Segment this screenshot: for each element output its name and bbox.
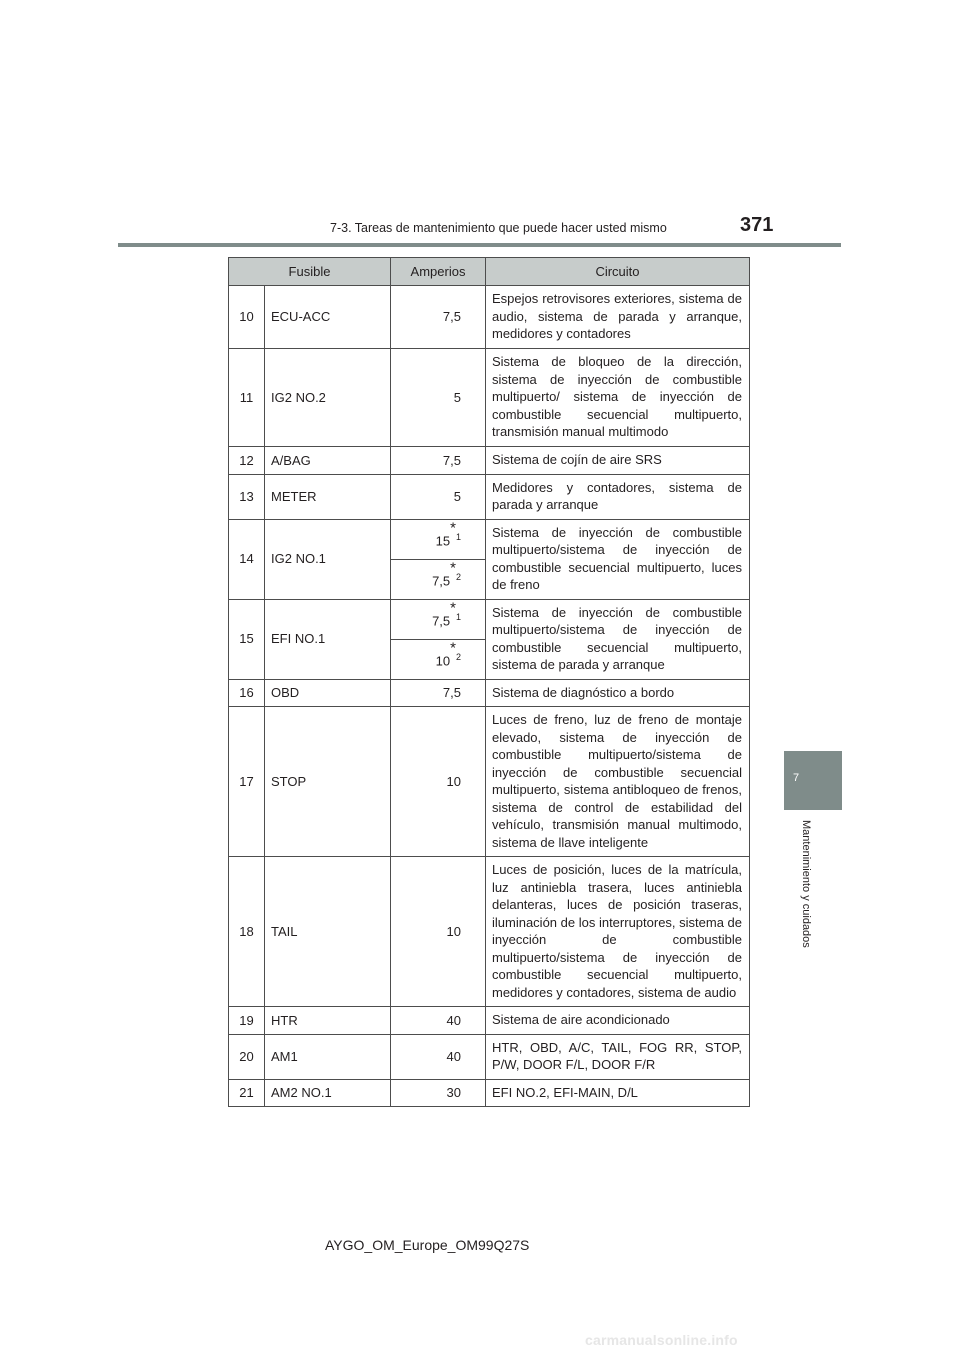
- fuse-circuit: Sistema de inyección de combustible multipuerto/sistema de inyección de combustible secuencial multipuerto, sistema de parada y arranque: [486, 599, 750, 679]
- fuse-number: 10: [229, 286, 265, 349]
- chapter-number: 7: [793, 772, 800, 784]
- fuse-amps: [391, 599, 486, 639]
- fuse-name: METER: [265, 474, 391, 519]
- fuse-name: STOP: [265, 707, 391, 857]
- table-row: [229, 1007, 750, 1035]
- table-row: [229, 857, 750, 1007]
- footnote-mark: *2: [450, 559, 461, 582]
- column-header-amps: Amperios: [391, 258, 486, 286]
- fuse-circuit: EFI NO.2, EFI-MAIN, D/L: [486, 1079, 750, 1107]
- table-row: [229, 349, 750, 447]
- footnote-number: 1: [455, 611, 461, 622]
- watermark: carmanualsonline.info: [585, 1332, 738, 1348]
- fuse-amps: 40: [391, 1034, 486, 1079]
- footnote-number: 2: [455, 571, 461, 582]
- fuse-amps-alt: [391, 639, 486, 679]
- fuse-number: 19: [229, 1007, 265, 1035]
- fuse-name: IG2 NO.2: [265, 349, 391, 447]
- fuse-amps-alt: [391, 559, 486, 599]
- fuse-number: 18: [229, 857, 265, 1007]
- table-row: [229, 679, 750, 707]
- fuse-number: 11: [229, 349, 265, 447]
- table-row: [229, 519, 750, 559]
- section-title: 7-3. Tareas de mantenimiento que puede hacer usted mismo: [330, 221, 667, 235]
- fuse-number: 21: [229, 1079, 265, 1107]
- fuse-circuit: Luces de posición, luces de la matrícula, luz antiniebla trasera, luces antiniebla delanteras, luces de posición traseras, iluminación de los interruptores, sistema de inyección de combustible multipuerto/sistema de inyección de combustible secuencial multipuerto, medidores y contadores, sistema de audio: [486, 857, 750, 1007]
- chapter-title: Mantenimiento y cuidados: [800, 820, 812, 948]
- fuse-amps: 40: [391, 1007, 486, 1035]
- amps-value: 7,5: [432, 612, 451, 628]
- fuse-name: IG2 NO.1: [265, 519, 391, 599]
- fuse-circuit: Sistema de bloqueo de la dirección, sistema de inyección de combustible multipuerto/ sistema de inyección de combustible secuencial multipuerto, transmisión manual multimodo: [486, 349, 750, 447]
- header-divider: [118, 243, 841, 247]
- fuse-amps: 10: [391, 707, 486, 857]
- fuse-table: [228, 257, 750, 1107]
- fuse-circuit: Espejos retrovisores exteriores, sistema de audio, sistema de parada y arranque, medidores y contadores: [486, 286, 750, 349]
- amps-value: 10: [435, 652, 451, 668]
- table-row: [229, 474, 750, 519]
- fuse-amps: 7,5: [391, 286, 486, 349]
- fuse-amps: 10: [391, 857, 486, 1007]
- fuse-name: EFI NO.1: [265, 599, 391, 679]
- amps-value: 15: [435, 532, 451, 548]
- footnote-mark: *1: [450, 599, 461, 622]
- document-code: AYGO_OM_Europe_OM99Q27S: [325, 1237, 530, 1253]
- fuse-name: OBD: [265, 679, 391, 707]
- fuse-circuit: Sistema de cojín de aire SRS: [486, 447, 750, 475]
- footnote-mark: *2: [450, 639, 461, 662]
- fuse-name: TAIL: [265, 857, 391, 1007]
- fuse-circuit: Medidores y contadores, sistema de parada y arranque: [486, 474, 750, 519]
- fuse-number: 15: [229, 599, 265, 679]
- table-row: [229, 1079, 750, 1107]
- fuse-circuit: Sistema de inyección de combustible multipuerto/sistema de inyección de combustible secuencial multipuerto, luces de freno: [486, 519, 750, 599]
- fuse-amps: 5: [391, 474, 486, 519]
- fuse-number: 12: [229, 447, 265, 475]
- fuse-circuit: Sistema de aire acondicionado: [486, 1007, 750, 1035]
- footnote-number: 1: [455, 531, 461, 542]
- table-row: [229, 599, 750, 639]
- column-header-circuit: Circuito: [486, 258, 750, 286]
- table-row: [229, 707, 750, 857]
- table-row: [229, 286, 750, 349]
- table-row: [229, 447, 750, 475]
- fuse-amps: 7,5: [391, 447, 486, 475]
- fuse-number: 16: [229, 679, 265, 707]
- column-header-fuse: Fusible: [229, 258, 391, 286]
- footnote-mark: *1: [450, 519, 461, 542]
- fuse-name: ECU-ACC: [265, 286, 391, 349]
- fuse-name: A/BAG: [265, 447, 391, 475]
- fuse-number: 20: [229, 1034, 265, 1079]
- fuse-name: HTR: [265, 1007, 391, 1035]
- amps-value: 7,5: [432, 572, 451, 588]
- fuse-circuit: Sistema de diagnóstico a bordo: [486, 679, 750, 707]
- footnote-number: 2: [455, 651, 461, 662]
- table-row: [229, 1034, 750, 1079]
- fuse-amps: 5: [391, 349, 486, 447]
- fuse-name: AM1: [265, 1034, 391, 1079]
- fuse-number: 14: [229, 519, 265, 599]
- fuse-number: 13: [229, 474, 265, 519]
- fuse-number: 17: [229, 707, 265, 857]
- fuse-circuit: HTR, OBD, A/C, TAIL, FOG RR, STOP, P/W, DOOR F/L, DOOR F/R: [486, 1034, 750, 1079]
- fuse-amps: [391, 519, 486, 559]
- page-number: 371: [740, 214, 774, 236]
- fuse-name: AM2 NO.1: [265, 1079, 391, 1107]
- fuse-amps: 7,5: [391, 679, 486, 707]
- fuse-circuit: Luces de freno, luz de freno de montaje elevado, sistema de inyección de combustible multipuerto/sistema de inyección de combustible secuencial multipuerto, sistema antibloqueo de frenos, sistema de control de estabilidad del vehículo, transmisión manual multimodo, sistema de llave inteligente: [486, 707, 750, 857]
- table-header-row: [229, 258, 750, 286]
- fuse-amps: 30: [391, 1079, 486, 1107]
